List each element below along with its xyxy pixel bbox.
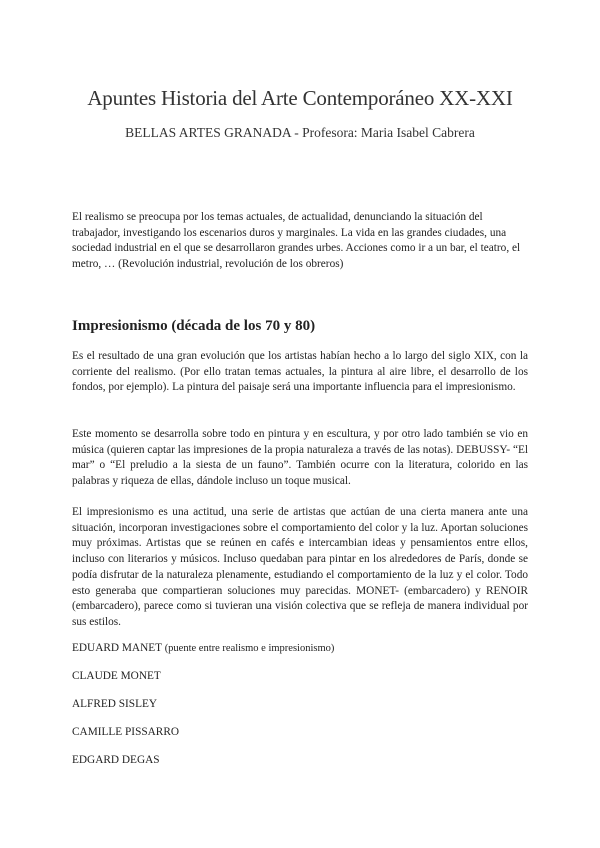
body-paragraph: Es el resultado de una gran evolución que los artistas habían hecho a lo largo del siglo XIX, con la corriente del realismo. (Por ello tratan temas actuales, la pintura al aire libre, el desarrollo de los fondos, por ejemplo). La pintura del paisaje será una importante influencia para el impresionismo. — [72, 350, 528, 394]
section-heading: Impresionismo (década de los 70 y 80) — [72, 318, 316, 334]
artist-name: CAMILLE PISSARRO — [72, 726, 180, 738]
artist-list-item — [72, 642, 334, 654]
artist-list-item — [72, 726, 179, 738]
document-subtitle: BELLAS ARTES GRANADA - Profesora: Maria Isabel Cabrera — [125, 125, 475, 140]
artist-name: CLAUDE MONET — [72, 670, 161, 682]
artist-list-item — [72, 670, 161, 682]
artist-note: (puente entre realismo e impresionismo) — [164, 643, 335, 654]
intro-paragraph: El realismo se preocupa por los temas actuales, de actualidad, denunciando la situación del trabajador, investigando los escenarios duros y marginales. La vida en las grandes ciudades, una sociedad industrial en el que se desarrollaron grandes urbes. Acciones como ir a un bar, el teatro, el metro, … (Revolución industrial, revolución de los obreros) — [72, 211, 521, 271]
body-paragraph: Este momento se desarrolla sobre todo en pintura y en escultura, y por otro lado también se vio en música (quieren captar las impresiones de la propia naturaleza a través de las notas). DEBUSSY- “El mar” o “El preludio a la siesta de un fauno”. También ocurre con la literatura, colorido en las palabras y riqueza de ellas, dándole incluso un toque musical. — [72, 428, 528, 488]
artist-name: EDGARD DEGAS — [72, 754, 160, 766]
artist-name: ALFRED SISLEY — [72, 698, 158, 710]
artist-list-item — [72, 754, 160, 766]
body-paragraph: El impresionismo es una actitud, una serie de artistas que actúan de una cierta manera ante una situación, incorporan investigaciones sobre el comportamiento del color y la luz. Aportan soluciones muy próximas. Artistas que se reúnen en cafés e intercambian ideas y pensamientos entre ellos, incluso con literarios y músicos. Incluso quedaban para pintar en los alrededores de París, donde se podía disfrutar de la naturaleza plenamente, estudiando el comportamiento de la luz y el color. Todo esto generaba que compartieran soluciones muy parecidas. MONET- (embarcadero) y RENOIR (embarcadero), parece como si tuvieran una visión colectiva que se refleja de manera individual por sus estilos. — [72, 506, 528, 628]
artist-list-item — [72, 698, 157, 710]
artist-name: EDUARD MANET — [72, 642, 162, 654]
document-title: Apuntes Historia del Arte Contemporáneo XX-XXI — [87, 86, 513, 110]
